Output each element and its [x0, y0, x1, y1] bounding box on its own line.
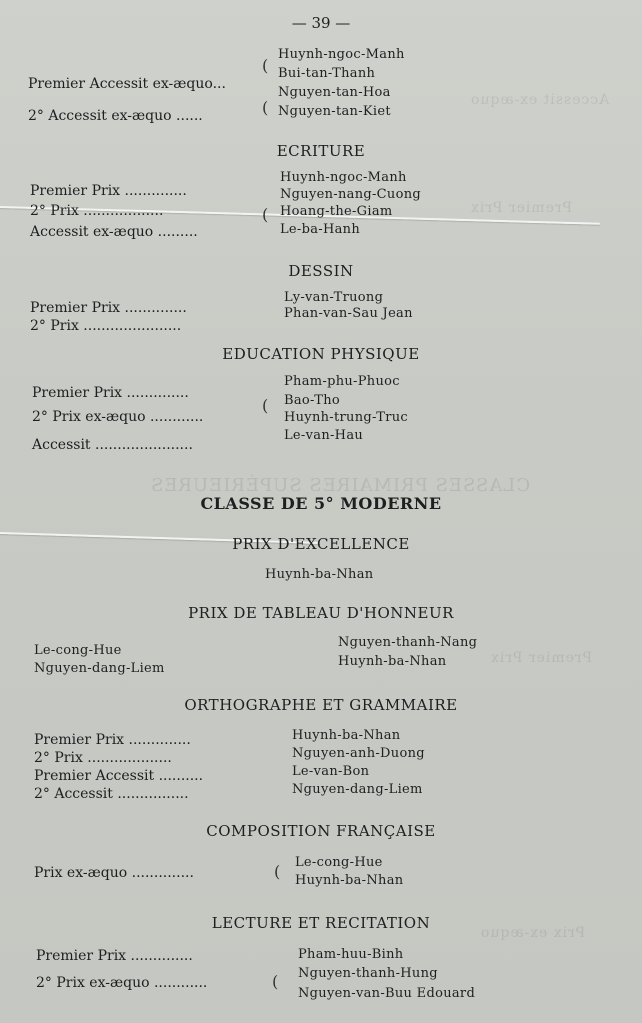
student-name: Nguyen-nang-Cuong — [280, 187, 422, 202]
class-heading: CLASSE DE 5° MODERNE — [200, 494, 442, 513]
student-name: Huynh-ngoc-Manh — [278, 47, 405, 62]
student-name: Nguyen-thanh-Hung — [298, 966, 438, 981]
award-label: Premier Prix .............. — [30, 183, 187, 199]
student-name: Huynh-ba-Nhan — [292, 728, 401, 743]
student-name: Bui-tan-Thanh — [278, 66, 376, 81]
award-label: Accessit ...................... — [32, 437, 193, 453]
award-label: Premier Prix .............. — [34, 732, 191, 748]
student-name: Le-cong-Hue — [34, 643, 122, 658]
brace: ( — [262, 98, 269, 117]
award-label: 2° Accessit ex-æquo ...... — [28, 108, 203, 124]
award-label: 2° Prix ................... — [34, 750, 172, 766]
student-name: Pham-phu-Phuoc — [284, 374, 400, 389]
student-name: Pham-huu-Binh — [298, 947, 404, 962]
award-label: Premier Prix .............. — [36, 948, 193, 964]
student-name: Nguyen-thanh-Nang — [338, 635, 478, 650]
student-name: Huynh-ba-Nhan — [338, 654, 447, 669]
student-name: Le-cong-Hue — [295, 855, 383, 870]
section-title-orthographe: ORTHOGRAPHE ET GRAMMAIRE — [184, 696, 458, 714]
award-label: 2° Prix ex-æquo ............ — [32, 409, 204, 425]
section-title-dessin: DESSIN — [288, 262, 354, 280]
section-title-ecriture: ECRITURE — [276, 142, 366, 160]
award-label: 2° Prix ex-æquo ............ — [36, 975, 208, 991]
section-title-tableau: PRIX DE TABLEAU D'HONNEUR — [188, 604, 454, 622]
student-name: Nguyen-anh-Duong — [292, 746, 425, 761]
brace: ( — [272, 972, 279, 991]
award-label: Premier Accessit ex-æquo... — [28, 76, 226, 92]
award-label: 2° Accessit ................ — [34, 786, 189, 802]
section-title-lecture: LECTURE ET RECITATION — [211, 914, 431, 932]
award-label: Premier Accessit .......... — [34, 768, 204, 784]
student-name: Huynh-ba-Nhan — [295, 873, 404, 888]
bleed-through-texture: Accessit ex-æquo — [470, 92, 610, 108]
bleed-through-texture: Premier Prix — [490, 650, 593, 666]
student-name: Le-van-Hau — [284, 428, 364, 443]
award-label: Accessit ex-æquo ......... — [30, 224, 198, 240]
student-name: Hoang-the-Giam — [280, 204, 393, 219]
student-name: Huynh-ba-Nhan — [265, 567, 374, 582]
brace: ( — [262, 205, 269, 224]
bleed-through-texture: CLASSES PRIMAIRES SUPÉRIEURES — [150, 475, 531, 496]
student-name: Nguyen-van-Buu Edouard — [298, 986, 476, 1001]
student-name: Huynh-trung-Truc — [284, 410, 408, 425]
student-name: Huynh-ngoc-Manh — [280, 170, 407, 185]
page-number: — 39 — — [291, 14, 351, 32]
student-name: Nguyen-dang-Liem — [292, 782, 423, 797]
bleed-through-texture: Prix ex-æquo — [480, 925, 586, 941]
student-name: Phan-van-Sau Jean — [284, 306, 413, 321]
student-name: Nguyen-tan-Kiet — [278, 104, 391, 119]
student-name: Nguyen-tan-Hoa — [278, 85, 391, 100]
award-label: 2° Prix ...................... — [30, 318, 182, 334]
student-name: Bao-Tho — [284, 393, 341, 408]
student-name: Le-ba-Hanh — [280, 222, 361, 237]
student-name: Ly-van-Truong — [284, 290, 384, 305]
student-name: Nguyen-dang-Liem — [34, 661, 165, 676]
award-label: Premier Prix .............. — [32, 385, 189, 401]
section-title-education: EDUCATION PHYSIQUE — [222, 345, 420, 363]
bleed-through-texture: Premier Prix — [470, 200, 573, 216]
student-name: Le-van-Bon — [292, 764, 370, 779]
brace: ( — [262, 396, 269, 415]
section-title-composition: COMPOSITION FRANÇAISE — [206, 822, 436, 840]
section-title-excellence: PRIX D'EXCELLENCE — [232, 535, 410, 553]
brace: ( — [262, 56, 269, 75]
award-label: 2° Prix .................. — [30, 203, 164, 219]
award-label: Prix ex-æquo .............. — [34, 865, 194, 881]
brace: ( — [274, 862, 281, 881]
award-label: Premier Prix .............. — [30, 300, 187, 316]
